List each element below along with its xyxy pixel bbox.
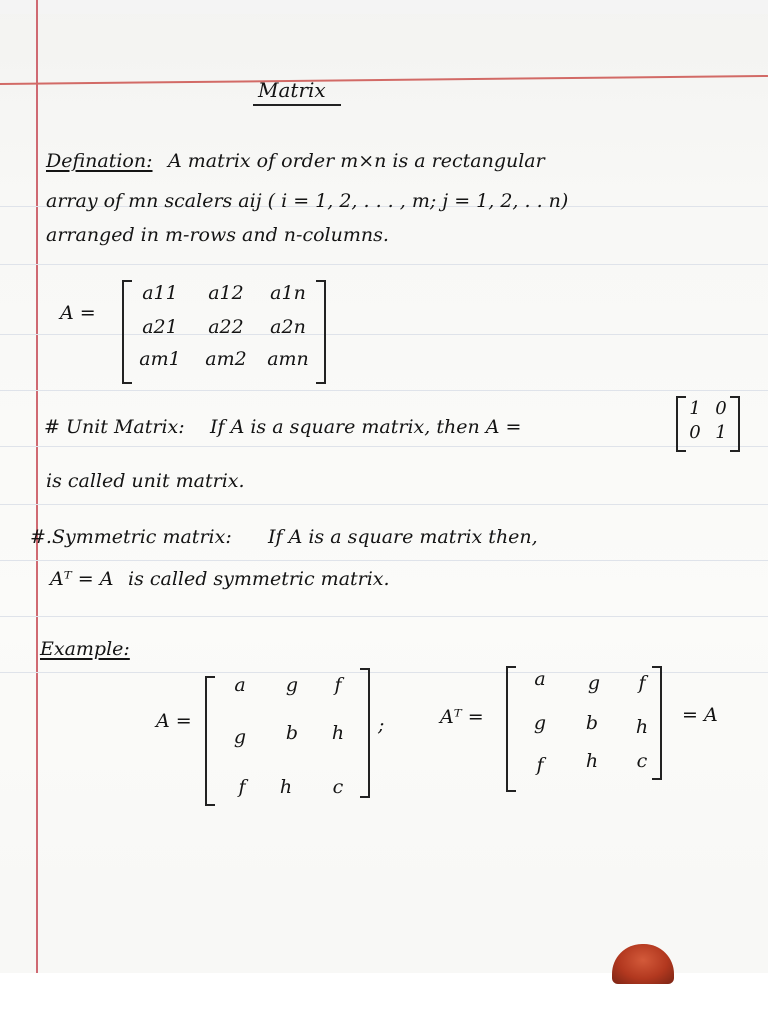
header-rule: [0, 75, 768, 85]
matrix-a-label: A =: [60, 302, 96, 324]
example-lhs-cell: f: [334, 674, 342, 696]
matrix-cell: a1n: [270, 282, 306, 304]
ruled-line: [0, 560, 768, 561]
example-rhs-cell: b: [585, 712, 599, 734]
example-rhs-cell: f: [638, 672, 646, 694]
example-transpose-label: Aᵀ =: [440, 706, 484, 728]
example-rhs-cell: c: [636, 750, 648, 772]
example-rhs-cell: a: [534, 668, 546, 690]
matrix-cell: a21: [142, 316, 178, 338]
thumb-shape: [612, 944, 674, 984]
example-rhs-cell: h: [635, 716, 649, 738]
matrix-cell: a22: [208, 316, 244, 338]
example-lhs-label: A =: [156, 710, 192, 732]
matrix-cell: a12: [208, 282, 244, 304]
ruled-line: [0, 264, 768, 265]
definition-heading: Defination:: [46, 150, 153, 172]
definition-line-3: arranged in m-rows and n-columns.: [46, 224, 389, 246]
matrix-cell: am2: [205, 348, 247, 370]
example-heading: Example:: [40, 638, 130, 660]
unit-matrix-cell: 1: [689, 398, 701, 419]
photo-top-border: [0, 0, 768, 14]
example-lhs-cell: g: [233, 726, 247, 748]
example-lhs-cell: f: [238, 776, 246, 798]
ruled-line: [0, 390, 768, 391]
example-lhs-cell: h: [279, 776, 293, 798]
example-lhs-cell: h: [331, 722, 345, 744]
example-separator: ;: [378, 714, 385, 736]
matrix-cell: a11: [142, 282, 178, 304]
matrix-cell: a2n: [270, 316, 306, 338]
example-lhs-cell: g: [285, 674, 299, 696]
symmetric-matrix-line-1: If A is a square matrix then,: [268, 526, 538, 548]
example-rhs-cell: f: [536, 754, 544, 776]
definition-line-1: A matrix of order m×n is a rectangular: [168, 150, 545, 172]
matrix-cell: am1: [139, 348, 181, 370]
ruled-line: [0, 504, 768, 505]
definition-line-2: array of mn scalers aij ( i = 1, 2, . . . , m; j = 1, 2, . . n): [46, 190, 569, 212]
unit-matrix-line-1: If A is a square matrix, then A =: [210, 416, 522, 438]
page-title: Matrix: [258, 78, 326, 102]
example-result: = A: [682, 704, 718, 726]
ruled-line: [0, 616, 768, 617]
example-rhs-cell: g: [587, 672, 601, 694]
ruled-line: [0, 334, 768, 335]
matrix-cell: amn: [267, 348, 309, 370]
unit-matrix-cell: 0: [689, 422, 701, 443]
ruled-line: [0, 446, 768, 447]
symmetric-matrix-line-2: is called symmetric matrix.: [128, 568, 390, 590]
unit-matrix-line-2: is called unit matrix.: [46, 470, 245, 492]
symmetric-matrix-heading: #.Symmetric matrix:: [30, 526, 232, 548]
unit-matrix-heading: # Unit Matrix:: [44, 416, 185, 438]
margin-line: [36, 0, 38, 975]
unit-matrix-cell: 0: [715, 398, 727, 419]
unit-matrix-cell: 1: [715, 422, 727, 443]
example-lhs-cell: a: [234, 674, 246, 696]
example-rhs-cell: h: [585, 750, 599, 772]
title-underline: [253, 104, 341, 106]
example-lhs-cell: c: [332, 776, 344, 798]
example-lhs-cell: b: [285, 722, 299, 744]
example-rhs-cell: g: [533, 712, 547, 734]
symmetric-matrix-lhs: Aᵀ = A: [50, 568, 114, 590]
